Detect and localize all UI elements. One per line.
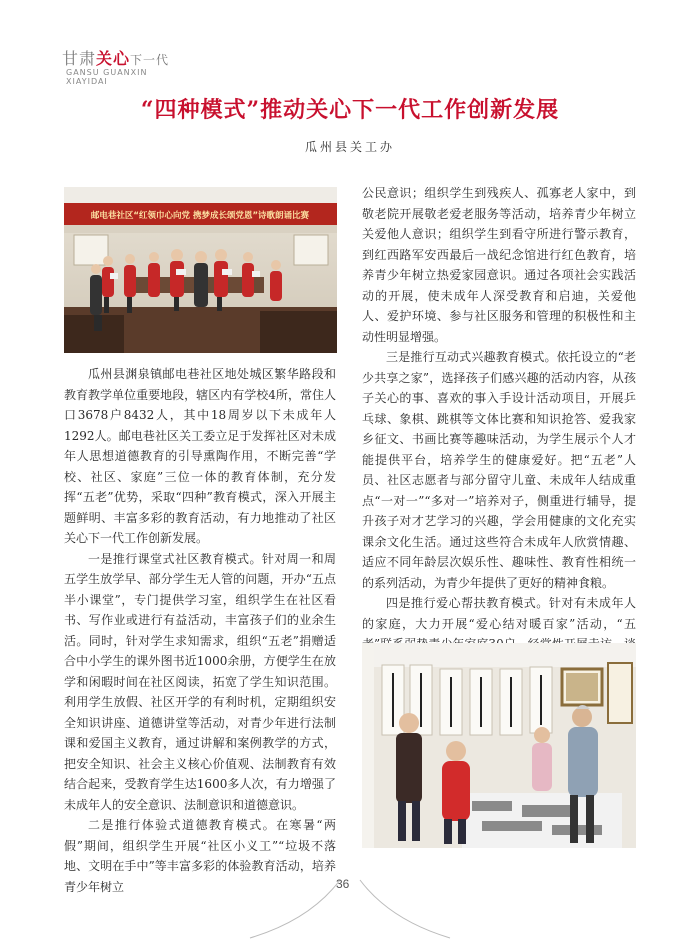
calligraphy-scene-illustration (362, 643, 636, 848)
footer-decoration (240, 860, 460, 940)
article-title: “四种模式”推动关心下一代工作创新发展 (140, 97, 560, 123)
event-banner-text: 邮电巷社区“红领巾心向党 携梦成长颂党恩”诗歌朗诵比赛 (90, 211, 310, 221)
logo-part1: 甘肃 (62, 49, 97, 68)
magazine-logo (62, 44, 172, 84)
right-text-column (362, 183, 636, 675)
logo-part2: 关心 (96, 49, 131, 68)
logo-english-line2: XIAYIDAI (66, 77, 108, 86)
paragraph-intro: 瓜州县渊泉镇邮电巷社区地处城区繁华路段和教育教学单位重要地段，辖区内有学校4所，常住人口3678户8432人，其中18周岁以下未成年人1292人。邮电巷社区关工委立足于发挥社区对未成年人思想道德教育的引导熏陶作用，不断完善“学校、社区、家庭”三位一体的教育体制，充分发挥“五老”优势，采取“四种”教育模式，深入开展主题鲜明、丰富多彩的教育活动，有力地推动了社区关心下一代工作创新发展。 (64, 367, 336, 545)
paragraph-mode-four-start: 四是推行爱心帮扶教育模式。针对有未成年人的家庭，大力开展“爱心结对暖百家”活动，“五 (362, 596, 636, 631)
paragraph-mode-three: 三是推行互动式兴趣教育模式。依托设立的“老少共享之家”，选择孩子们感兴趣的活动内容，从孩子关心的事、喜欢的事入手设计活动项目，开展乒乓球、象棋、跳棋等文体比赛和知识抢答、爱我家乡征文、书画比赛等趣味活动，为学生展示个人才能提供平台，培养学生的健康爱好。把“五老”人员、社区志愿者与部分留守儿童、未成年人结成重点“一对一”“多对一”培养对子，侧重进行辅导，提升孩子对才艺学习的兴趣，学会用健康的文化充实课余文化生活。通过这些符合未成年人欣赏情趣、适应不同年龄层次娱乐性、趣味性、教育性相统一的系列活动，为青少年提供了更好的精神食粮。 (362, 350, 636, 590)
article-byline: 瓜州县关工办 (304, 140, 395, 154)
paragraph-mode-one: 一是推行课堂式社区教育模式。针对周一和周五学生放学早、部分学生无人管的问题，开办“五点半小课堂”，专门提供学习室，组织学生在社区看书、写作业或进行有益活动，丰富孩子们的业余生活。同时，针对学生求知需求，组织“五老”捐赠适合中小学生的课外图书近1000余册，方便学生在放学和闲暇时间在社区阅读，拓宽了学生知识范围。利用学生放假、社区开学的有利时机，定期组织安全知识讲座、道德讲堂等活动，对青少年进行法制课和爱国主义教育，通过讲解和案例教学的方式，把安全知识、社会主义核心价值观、法制教育有效结合起来，受教育学生达1600多人次，有力增强了未成年人的安全意识、法制意识和道德意识。 (64, 551, 336, 812)
page-number: 36 (336, 877, 350, 891)
logo-english-line1: GANSU GUANXIN (66, 68, 148, 77)
logo-chinese (62, 46, 169, 69)
paragraph-mode-two-start: 二是推行体验式道德教育模式。在寒暑“两假”期间，组织学生开展“社区小义工”“垃圾不落地、文明在手中”等丰富多彩的体验教育活动，培养青少年树立 (64, 818, 336, 894)
photo-recitation-event (64, 187, 337, 353)
paragraph-mode-two-continued: 公民意识；组织学生到残疾人、孤寡老人家中，到敬老院开展敬老爱老服务等活动，培养青少年树立关爱他人意识；组织学生到看守所进行警示教育，到红西路军安西最后一战纪念馆进行红色教育，培养青少年树立热爱家园意识。通过各项社会实践活动的开展，使未成年人深受教育和启迪，关爱他人、爱护环境、参与社区服务和管理的积极性和主动性明显增强。 (362, 186, 636, 344)
left-text-column (64, 364, 336, 897)
logo-part3: 下一代 (130, 53, 170, 67)
photo-calligraphy-activity (362, 643, 636, 848)
recitation-scene-illustration (64, 187, 337, 353)
